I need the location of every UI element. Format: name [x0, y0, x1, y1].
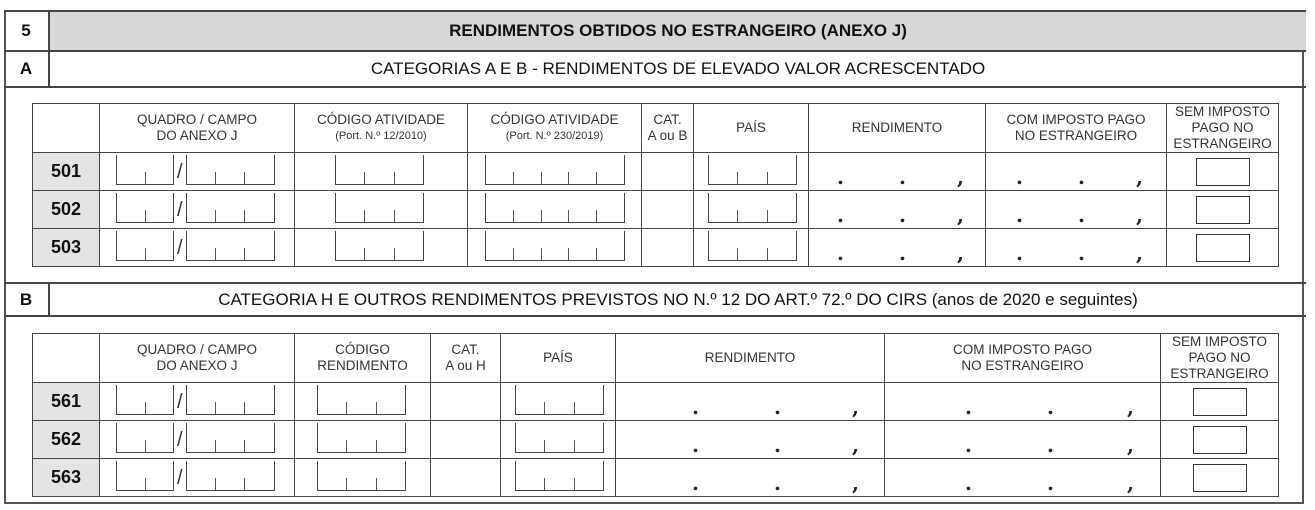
campo-field[interactable] [186, 423, 275, 453]
subsection-b-title: CATEGORIA H E OUTROS RENDIMENTOS PREVISTOS NO N.º 12 DO ART.º 72.º DO CIRS (anos de 2020 e seguintes) [218, 289, 1138, 309]
table-row [33, 229, 1279, 267]
quadro-campo-input[interactable] [100, 153, 295, 191]
codigo-atividade-2010-input[interactable] [295, 153, 468, 191]
rendimento-input[interactable]: . . , [616, 421, 885, 459]
rendimento-input[interactable]: . . , [809, 153, 986, 191]
pais-input[interactable] [694, 153, 809, 191]
table-row [33, 191, 1279, 229]
header-com-imposto: COM IMPOSTO PAGO NO ESTRANGEIRO [986, 104, 1167, 153]
pais-input[interactable] [501, 383, 616, 421]
pais-input[interactable] [694, 191, 809, 229]
header-codigo-atividade-2019: CÓDIGO ATIVIDADE (Port. N.º 230/2019) [468, 104, 642, 153]
header-code [33, 334, 100, 383]
codigo-atividade-2019-input[interactable] [468, 153, 642, 191]
table-a [32, 103, 1279, 267]
row-code: 501 [33, 153, 100, 191]
row-code: 562 [33, 421, 100, 459]
header-quadro-campo: QUADRO / CAMPO DO ANEXO J [100, 104, 295, 153]
quadro-campo-input[interactable] [100, 459, 295, 497]
quadro-field[interactable] [116, 193, 174, 223]
sem-imposto-checkbox-cell [1167, 153, 1279, 191]
header-rendimento: RENDIMENTO [616, 334, 885, 383]
pais-input[interactable] [694, 229, 809, 267]
header-com-imposto: COM IMPOSTO PAGO NO ESTRANGEIRO [885, 334, 1161, 383]
quadro-campo-input[interactable] [100, 191, 295, 229]
slash-separator: / [177, 199, 183, 221]
sem-imposto-checkbox-cell [1161, 459, 1279, 497]
campo-field[interactable] [186, 231, 275, 261]
quadro-field[interactable] [116, 231, 174, 261]
rendimento-input[interactable]: . . , [809, 229, 986, 267]
sem-imposto-checkbox[interactable] [1196, 234, 1250, 262]
slash-separator: / [177, 161, 183, 183]
pais-input[interactable] [501, 421, 616, 459]
header-code [33, 104, 100, 153]
campo-field[interactable] [186, 461, 275, 491]
rendimento-input[interactable]: . . , [616, 383, 885, 421]
quadro-campo-input[interactable] [100, 383, 295, 421]
codigo-rendimento-input[interactable] [295, 459, 431, 497]
codigo-rendimento-input[interactable] [295, 421, 431, 459]
sem-imposto-checkbox[interactable] [1196, 158, 1250, 186]
sem-imposto-checkbox[interactable] [1193, 388, 1247, 416]
sem-imposto-checkbox-cell [1161, 383, 1279, 421]
com-imposto-input[interactable]: . . , [885, 383, 1161, 421]
com-imposto-input[interactable]: . . , [986, 229, 1167, 267]
cat-input[interactable] [642, 229, 694, 267]
subsection-a-title: CATEGORIAS A E B - RENDIMENTOS DE ELEVADO VALOR ACRESCENTADO [370, 59, 986, 78]
table-row [33, 153, 1279, 191]
header-cat: CAT. A ou B [642, 104, 694, 153]
cat-input[interactable] [431, 383, 501, 421]
quadro-field[interactable] [116, 423, 174, 453]
quadro-field[interactable] [116, 385, 174, 415]
row-code: 563 [33, 459, 100, 497]
pais-input[interactable] [501, 459, 616, 497]
campo-field[interactable] [186, 193, 275, 223]
campo-field[interactable] [186, 385, 275, 415]
sem-imposto-checkbox-cell [1161, 421, 1279, 459]
slash-separator: / [177, 237, 183, 259]
header-rendimento: RENDIMENTO [809, 104, 986, 153]
codigo-atividade-2019-input[interactable] [468, 229, 642, 267]
header-sem-imposto: SEM IMPOSTO PAGO NO ESTRANGEIRO [1161, 334, 1279, 383]
codigo-atividade-2010-input[interactable] [295, 191, 468, 229]
cat-input[interactable] [431, 421, 501, 459]
table-b [32, 333, 1279, 497]
table-b-header-row [33, 334, 1279, 383]
codigo-atividade-2010-input[interactable] [295, 229, 468, 267]
table-row [33, 383, 1279, 421]
sem-imposto-checkbox-cell [1167, 191, 1279, 229]
quadro-field[interactable] [116, 155, 174, 185]
header-codigo-atividade-2010: CÓDIGO ATIVIDADE (Port. N.º 12/2010) [295, 104, 468, 153]
subsection-a-header [4, 52, 1306, 88]
cat-input[interactable] [642, 191, 694, 229]
sem-imposto-checkbox-cell [1167, 229, 1279, 267]
quadro-campo-input[interactable] [100, 421, 295, 459]
com-imposto-input[interactable]: . . , [986, 191, 1167, 229]
rendimento-input[interactable]: . . , [616, 459, 885, 497]
section-title: RENDIMENTOS OBTIDOS NO ESTRANGEIRO (ANEXO J) [50, 12, 1306, 50]
header-cat: CAT. A ou H [431, 334, 501, 383]
subsection-a-letter: A [4, 52, 50, 86]
sem-imposto-checkbox[interactable] [1196, 196, 1250, 224]
header-quadro-campo: QUADRO / CAMPO DO ANEXO J [100, 334, 295, 383]
row-code: 503 [33, 229, 100, 267]
com-imposto-input[interactable]: . . , [986, 153, 1167, 191]
cat-input[interactable] [431, 459, 501, 497]
row-code: 561 [33, 383, 100, 421]
table-row [33, 459, 1279, 497]
slash-separator: / [177, 429, 183, 451]
header-pais: PAÍS [694, 104, 809, 153]
header-pais: PAÍS [501, 334, 616, 383]
sem-imposto-checkbox[interactable] [1193, 464, 1247, 492]
com-imposto-input[interactable]: . . , [885, 421, 1161, 459]
rendimento-input[interactable]: . . , [809, 191, 986, 229]
section-number: 5 [4, 12, 50, 50]
codigo-atividade-2019-input[interactable] [468, 191, 642, 229]
subsection-b-letter: B [4, 284, 50, 315]
subsection-b-header [4, 282, 1306, 317]
com-imposto-input[interactable]: . . , [885, 459, 1161, 497]
header-sem-imposto: SEM IMPOSTO PAGO NO ESTRANGEIRO [1167, 104, 1279, 153]
table-a-header-row [33, 104, 1279, 153]
sem-imposto-checkbox[interactable] [1193, 426, 1247, 454]
row-code: 502 [33, 191, 100, 229]
quadro-field[interactable] [116, 461, 174, 491]
slash-separator: / [177, 467, 183, 489]
header-codigo-rendimento: CÓDIGO RENDIMENTO [295, 334, 431, 383]
quadro-campo-input[interactable] [100, 229, 295, 267]
cat-input[interactable] [642, 153, 694, 191]
section-header [4, 10, 1306, 52]
table-row [33, 421, 1279, 459]
codigo-rendimento-input[interactable] [295, 383, 431, 421]
campo-field[interactable] [186, 155, 275, 185]
slash-separator: / [177, 391, 183, 413]
